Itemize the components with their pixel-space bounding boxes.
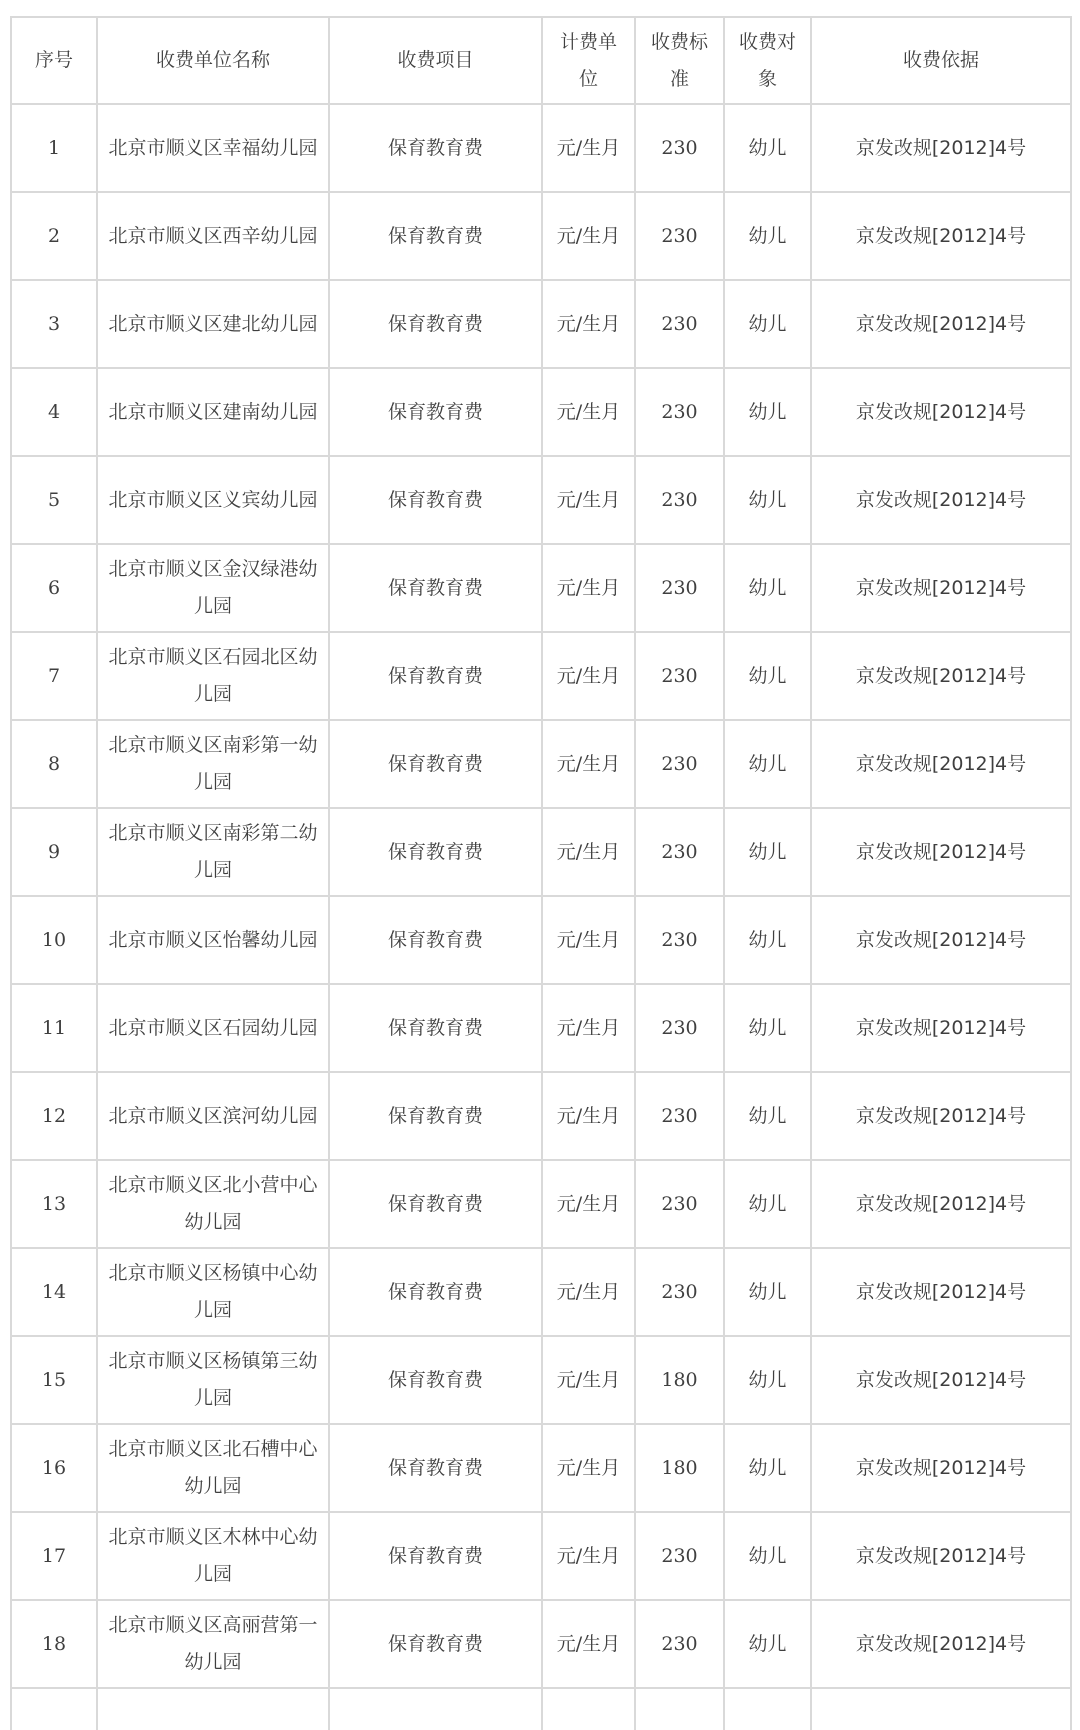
table-row [11, 192, 1071, 280]
cell-basis: 京发改规[2012]4号 [811, 1160, 1071, 1248]
cell-target: 幼儿 [724, 632, 811, 720]
header-target: 收费对象 [724, 17, 811, 104]
cell-target: 幼儿 [724, 1248, 811, 1336]
cell-basis: 京发改规[2012]4号 [811, 280, 1071, 368]
cell-billing-unit: 元/生月 [542, 368, 635, 456]
cell-standard: 230 [635, 1512, 724, 1600]
cell-index: 2 [11, 192, 97, 280]
cell-index: 10 [11, 896, 97, 984]
cell-index: 16 [11, 1424, 97, 1512]
cell-billing-unit: 元/生月 [542, 1336, 635, 1424]
cell-target: 幼儿 [724, 544, 811, 632]
table-row [11, 456, 1071, 544]
fee-table [10, 16, 1072, 1730]
cell-unit-name: 北京市顺义区木林中心幼儿园 [97, 1512, 329, 1600]
cell-standard: 230 [635, 368, 724, 456]
cell-standard [635, 1688, 724, 1730]
table-row [11, 1424, 1071, 1512]
cell-unit-name: 北京市顺义区杨镇第三幼儿园 [97, 1336, 329, 1424]
table-row [11, 1336, 1071, 1424]
cell-unit-name: 北京市顺义区南彩第一幼儿园 [97, 720, 329, 808]
cell-item: 保育教育费 [329, 1600, 542, 1688]
cell-index: 12 [11, 1072, 97, 1160]
cell-target: 幼儿 [724, 368, 811, 456]
cell-item: 保育教育费 [329, 1248, 542, 1336]
cell-unit-name: 北京市顺义区高丽营第一幼儿园 [97, 1600, 329, 1688]
cell-item: 保育教育费 [329, 456, 542, 544]
cell-target: 幼儿 [724, 192, 811, 280]
cell-unit-name: 北京市顺义区建南幼儿园 [97, 368, 329, 456]
cell-target: 幼儿 [724, 1424, 811, 1512]
table-row [11, 1072, 1071, 1160]
cell-billing-unit: 元/生月 [542, 1072, 635, 1160]
cell-item: 保育教育费 [329, 1160, 542, 1248]
cell-target: 幼儿 [724, 104, 811, 192]
cell-index: 17 [11, 1512, 97, 1600]
cell-standard: 230 [635, 104, 724, 192]
cell-unit-name: 北京市顺义区北石槽中心幼儿园 [97, 1424, 329, 1512]
cell-billing-unit: 元/生月 [542, 192, 635, 280]
cell-target: 幼儿 [724, 720, 811, 808]
cell-index: 14 [11, 1248, 97, 1336]
cell-basis: 京发改规[2012]4号 [811, 720, 1071, 808]
header-index: 序号 [11, 17, 97, 104]
cell-standard: 230 [635, 456, 724, 544]
cell-basis [811, 1688, 1071, 1730]
cell-unit-name: 北京市顺义区义宾幼儿园 [97, 456, 329, 544]
table-row [11, 1248, 1071, 1336]
cell-standard: 230 [635, 280, 724, 368]
cell-unit-name: 北京市顺义区建北幼儿园 [97, 280, 329, 368]
cell-standard: 230 [635, 192, 724, 280]
cell-basis: 京发改规[2012]4号 [811, 192, 1071, 280]
cell-item: 保育教育费 [329, 192, 542, 280]
cell-billing-unit: 元/生月 [542, 984, 635, 1072]
cell-basis: 京发改规[2012]4号 [811, 1600, 1071, 1688]
cell-target [724, 1688, 811, 1730]
cell-standard: 230 [635, 632, 724, 720]
table-row [11, 544, 1071, 632]
cell-target: 幼儿 [724, 456, 811, 544]
cell-unit-name: 北京市顺义区石园北区幼儿园 [97, 632, 329, 720]
cell-unit-name: 北京市顺义区滨河幼儿园 [97, 1072, 329, 1160]
cell-index: 18 [11, 1600, 97, 1688]
cell-target: 幼儿 [724, 1600, 811, 1688]
cell-billing-unit [542, 1688, 635, 1730]
cell-billing-unit: 元/生月 [542, 544, 635, 632]
cell-basis: 京发改规[2012]4号 [811, 368, 1071, 456]
cell-billing-unit: 元/生月 [542, 280, 635, 368]
cell-target: 幼儿 [724, 896, 811, 984]
cell-standard: 180 [635, 1424, 724, 1512]
cell-index: 5 [11, 456, 97, 544]
table-row [11, 1688, 1071, 1730]
cell-index: 11 [11, 984, 97, 1072]
cell-billing-unit: 元/生月 [542, 1160, 635, 1248]
cell-target: 幼儿 [724, 280, 811, 368]
cell-billing-unit: 元/生月 [542, 896, 635, 984]
cell-target: 幼儿 [724, 1512, 811, 1600]
table-row [11, 368, 1071, 456]
cell-item: 保育教育费 [329, 280, 542, 368]
header-standard: 收费标准 [635, 17, 724, 104]
cell-unit-name: 北京市顺义区石园幼儿园 [97, 984, 329, 1072]
cell-billing-unit: 元/生月 [542, 1248, 635, 1336]
cell-unit-name: 北京市顺义区怡馨幼儿园 [97, 896, 329, 984]
cell-target: 幼儿 [724, 1336, 811, 1424]
cell-item: 保育教育费 [329, 720, 542, 808]
cell-item: 保育教育费 [329, 1512, 542, 1600]
cell-basis: 京发改规[2012]4号 [811, 984, 1071, 1072]
cell-index: 4 [11, 368, 97, 456]
cell-target: 幼儿 [724, 1072, 811, 1160]
header-item: 收费项目 [329, 17, 542, 104]
table-row [11, 1600, 1071, 1688]
cell-basis: 京发改规[2012]4号 [811, 896, 1071, 984]
cell-item: 保育教育费 [329, 632, 542, 720]
cell-item: 保育教育费 [329, 896, 542, 984]
cell-index: 15 [11, 1336, 97, 1424]
cell-item: 保育教育费 [329, 368, 542, 456]
cell-standard: 180 [635, 1336, 724, 1424]
cell-index [11, 1688, 97, 1730]
cell-basis: 京发改规[2012]4号 [811, 1336, 1071, 1424]
cell-basis: 京发改规[2012]4号 [811, 1512, 1071, 1600]
cell-billing-unit: 元/生月 [542, 720, 635, 808]
cell-basis: 京发改规[2012]4号 [811, 1072, 1071, 1160]
table-row [11, 280, 1071, 368]
cell-billing-unit: 元/生月 [542, 808, 635, 896]
cell-basis: 京发改规[2012]4号 [811, 1248, 1071, 1336]
table-row [11, 104, 1071, 192]
table-header [11, 17, 1071, 104]
header-unit-name: 收费单位名称 [97, 17, 329, 104]
cell-standard: 230 [635, 544, 724, 632]
table-row [11, 984, 1071, 1072]
cell-standard: 230 [635, 1160, 724, 1248]
table-row [11, 720, 1071, 808]
cell-billing-unit: 元/生月 [542, 1512, 635, 1600]
cell-unit-name: 北京市顺义区杨镇中心幼儿园 [97, 1248, 329, 1336]
cell-item: 保育教育费 [329, 984, 542, 1072]
cell-standard: 230 [635, 896, 724, 984]
cell-basis: 京发改规[2012]4号 [811, 632, 1071, 720]
cell-unit-name: 北京市顺义区金汉绿港幼儿园 [97, 544, 329, 632]
cell-target: 幼儿 [724, 808, 811, 896]
cell-billing-unit: 元/生月 [542, 632, 635, 720]
header-row [11, 17, 1071, 104]
cell-item [329, 1688, 542, 1730]
cell-unit-name: 北京市顺义区北小营中心幼儿园 [97, 1160, 329, 1248]
cell-target: 幼儿 [724, 984, 811, 1072]
cell-target: 幼儿 [724, 1160, 811, 1248]
cell-unit-name: 北京市顺义区幸福幼儿园 [97, 104, 329, 192]
cell-basis: 京发改规[2012]4号 [811, 1424, 1071, 1512]
cell-index: 6 [11, 544, 97, 632]
cell-unit-name: 北京市顺义区西辛幼儿园 [97, 192, 329, 280]
cell-index: 7 [11, 632, 97, 720]
cell-basis: 京发改规[2012]4号 [811, 456, 1071, 544]
cell-item: 保育教育费 [329, 1072, 542, 1160]
cell-index: 1 [11, 104, 97, 192]
cell-index: 3 [11, 280, 97, 368]
header-billing-unit: 计费单位 [542, 17, 635, 104]
cell-basis: 京发改规[2012]4号 [811, 104, 1071, 192]
table-body [11, 104, 1071, 1730]
cell-unit-name [97, 1688, 329, 1730]
cell-item: 保育教育费 [329, 544, 542, 632]
table-row [11, 632, 1071, 720]
cell-index: 9 [11, 808, 97, 896]
cell-billing-unit: 元/生月 [542, 1424, 635, 1512]
cell-billing-unit: 元/生月 [542, 456, 635, 544]
cell-item: 保育教育费 [329, 1424, 542, 1512]
cell-standard: 230 [635, 1248, 724, 1336]
cell-item: 保育教育费 [329, 104, 542, 192]
cell-item: 保育教育费 [329, 1336, 542, 1424]
cell-standard: 230 [635, 808, 724, 896]
cell-standard: 230 [635, 720, 724, 808]
table-row [11, 1160, 1071, 1248]
cell-index: 8 [11, 720, 97, 808]
table-row [11, 1512, 1071, 1600]
cell-standard: 230 [635, 1600, 724, 1688]
cell-index: 13 [11, 1160, 97, 1248]
cell-standard: 230 [635, 1072, 724, 1160]
cell-standard: 230 [635, 984, 724, 1072]
cell-basis: 京发改规[2012]4号 [811, 808, 1071, 896]
cell-basis: 京发改规[2012]4号 [811, 544, 1071, 632]
cell-item: 保育教育费 [329, 808, 542, 896]
header-basis: 收费依据 [811, 17, 1071, 104]
cell-unit-name: 北京市顺义区南彩第二幼儿园 [97, 808, 329, 896]
cell-billing-unit: 元/生月 [542, 1600, 635, 1688]
table-row [11, 896, 1071, 984]
table-row [11, 808, 1071, 896]
cell-billing-unit: 元/生月 [542, 104, 635, 192]
